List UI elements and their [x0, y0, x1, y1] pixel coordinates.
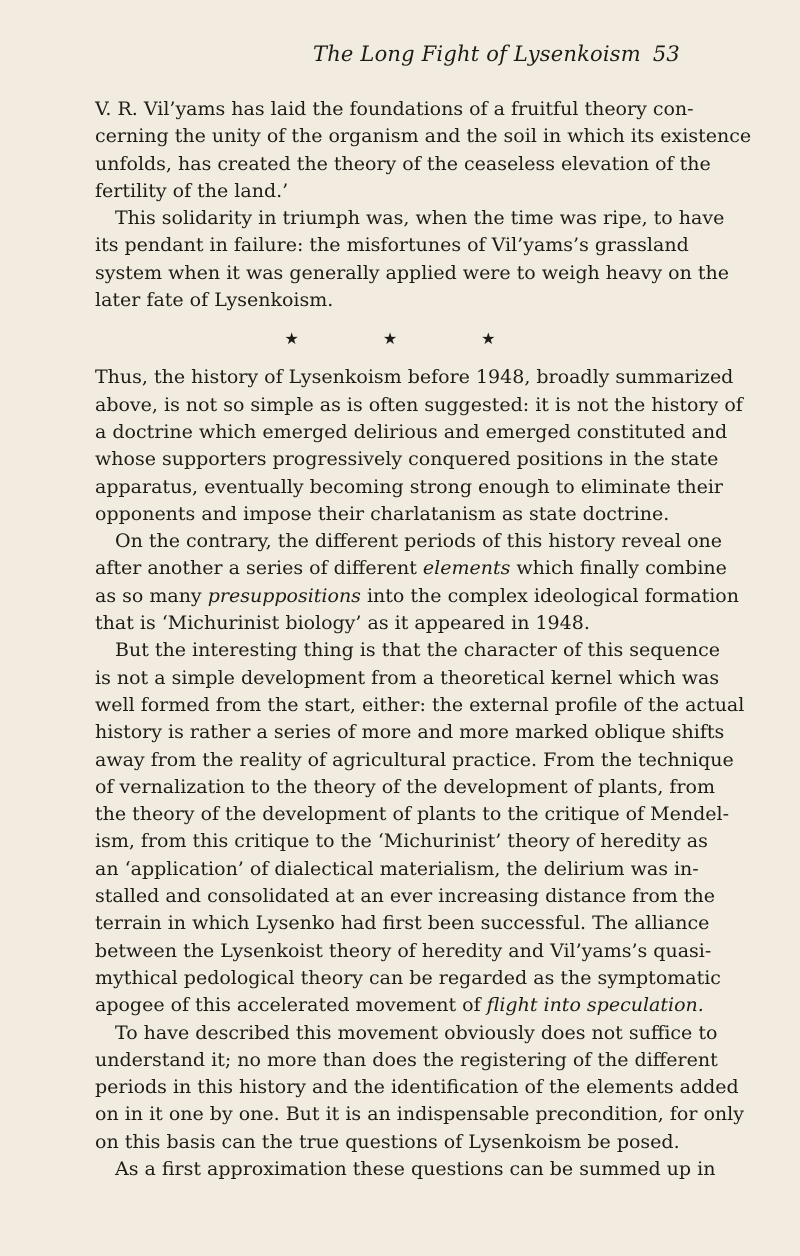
star-ornament: ★ — [481, 329, 496, 349]
emphasis: flight into speculation. — [486, 994, 704, 1017]
text-line: on in it one by one. But it is an indispensable precondition, for only — [95, 1103, 744, 1126]
text-line: periods in this history and the identification of the elements added — [95, 1076, 739, 1099]
text-segment: as so many — [95, 584, 202, 607]
text-line — [95, 583, 739, 610]
page-number: 53 — [652, 42, 680, 66]
text-line: fertility of the land.’ — [95, 179, 289, 202]
text-line: that is ‘Michurinist biology’ as it appeared in 1948. — [95, 612, 590, 635]
text-line: This solidarity in triumph was, when the time was ripe, to have — [115, 207, 725, 230]
text-line: terrain in which Lysenko had first been successful. The alliance — [95, 912, 710, 935]
text-line: But the interesting thing is that the character of this sequence — [115, 639, 721, 662]
text-line: away from the reality of agricultural practice. From the technique — [95, 748, 734, 771]
text-line: understand it; no more than does the registering of the different — [95, 1048, 718, 1071]
text-line: above, is not so simple as is often suggested: it is not the history of — [95, 393, 743, 416]
text-segment: apogee of this accelerated movement of — [95, 994, 481, 1017]
text-line: opponents and impose their charlatanism as state doctrine. — [95, 502, 670, 525]
text-line: on this basis can the true questions of Lysenkoism be posed. — [95, 1130, 680, 1153]
text-line: To have described this movement obviously does not suffice to — [115, 1021, 718, 1044]
text-segment: into the complex ideological formation — [366, 584, 739, 607]
body-text — [95, 96, 752, 1183]
text-line: ism, from this critique to the ‘Michurinist’ theory of heredity as — [95, 830, 708, 853]
text-line: Thus, the history of Lysenkoism before 1948, broadly summarized — [95, 366, 734, 389]
text-line: the theory of the development of plants to the critique of Mendel- — [95, 803, 730, 826]
text-line — [95, 555, 727, 582]
star-ornament: ★ — [284, 329, 299, 349]
text-line: apparatus, eventually becoming strong enough to eliminate their — [95, 475, 724, 498]
text-segment: after another a series of different — [95, 557, 417, 580]
text-line: its pendant in failure: the misfortunes of Vil’yams’s grassland — [95, 234, 689, 257]
text-line: stalled and consolidated at an ever increasing distance from the — [95, 885, 715, 908]
text-line: an ‘application’ of dialectical materialism, the delirium was in- — [95, 857, 699, 880]
running-title: The Long Fight of Lysenkoism — [313, 42, 641, 66]
text-line: history is rather a series of more and more marked oblique shifts — [95, 721, 725, 744]
text-line: cerning the unity of the organism and the soil in which its existence — [95, 125, 752, 148]
text-line: whose supporters progressively conquered positions in the state — [95, 448, 719, 471]
star-ornament: ★ — [382, 329, 398, 349]
text-line: V. R. Vil’yams has laid the foundations of a fruitful theory con- — [95, 98, 694, 120]
text-line: On the contrary, the different periods of this history reveal one — [115, 530, 722, 553]
text-line: a doctrine which emerged delirious and emerged constituted and — [95, 420, 728, 443]
running-head — [313, 42, 680, 66]
text-line: mythical pedological theory can be regarded as the symptomatic — [95, 966, 721, 989]
text-line: unfolds, has created the theory of the ceaseless elevation of the — [95, 152, 711, 175]
text-segment: which finally combine — [516, 557, 727, 580]
text-line: well formed from the start, either: the external profile of the actual — [95, 693, 745, 716]
text-line: between the Lysenkoist theory of heredity and Vil’yams’s quasi- — [95, 939, 712, 962]
text-line: of vernalization to the theory of the development of plants, from — [95, 775, 715, 798]
emphasis: presuppositions — [207, 584, 361, 607]
text-line: later fate of Lysenkoism. — [95, 289, 334, 312]
emphasis: elements — [422, 557, 511, 580]
text-line: is not a simple development from a theoretical kernel which was — [95, 666, 720, 689]
text-line — [95, 992, 704, 1019]
text-line: system when it was generally applied were to weigh heavy on the — [95, 261, 729, 284]
text-line: As a first approximation these questions can be summed up in — [115, 1157, 716, 1180]
section-break — [95, 314, 685, 364]
